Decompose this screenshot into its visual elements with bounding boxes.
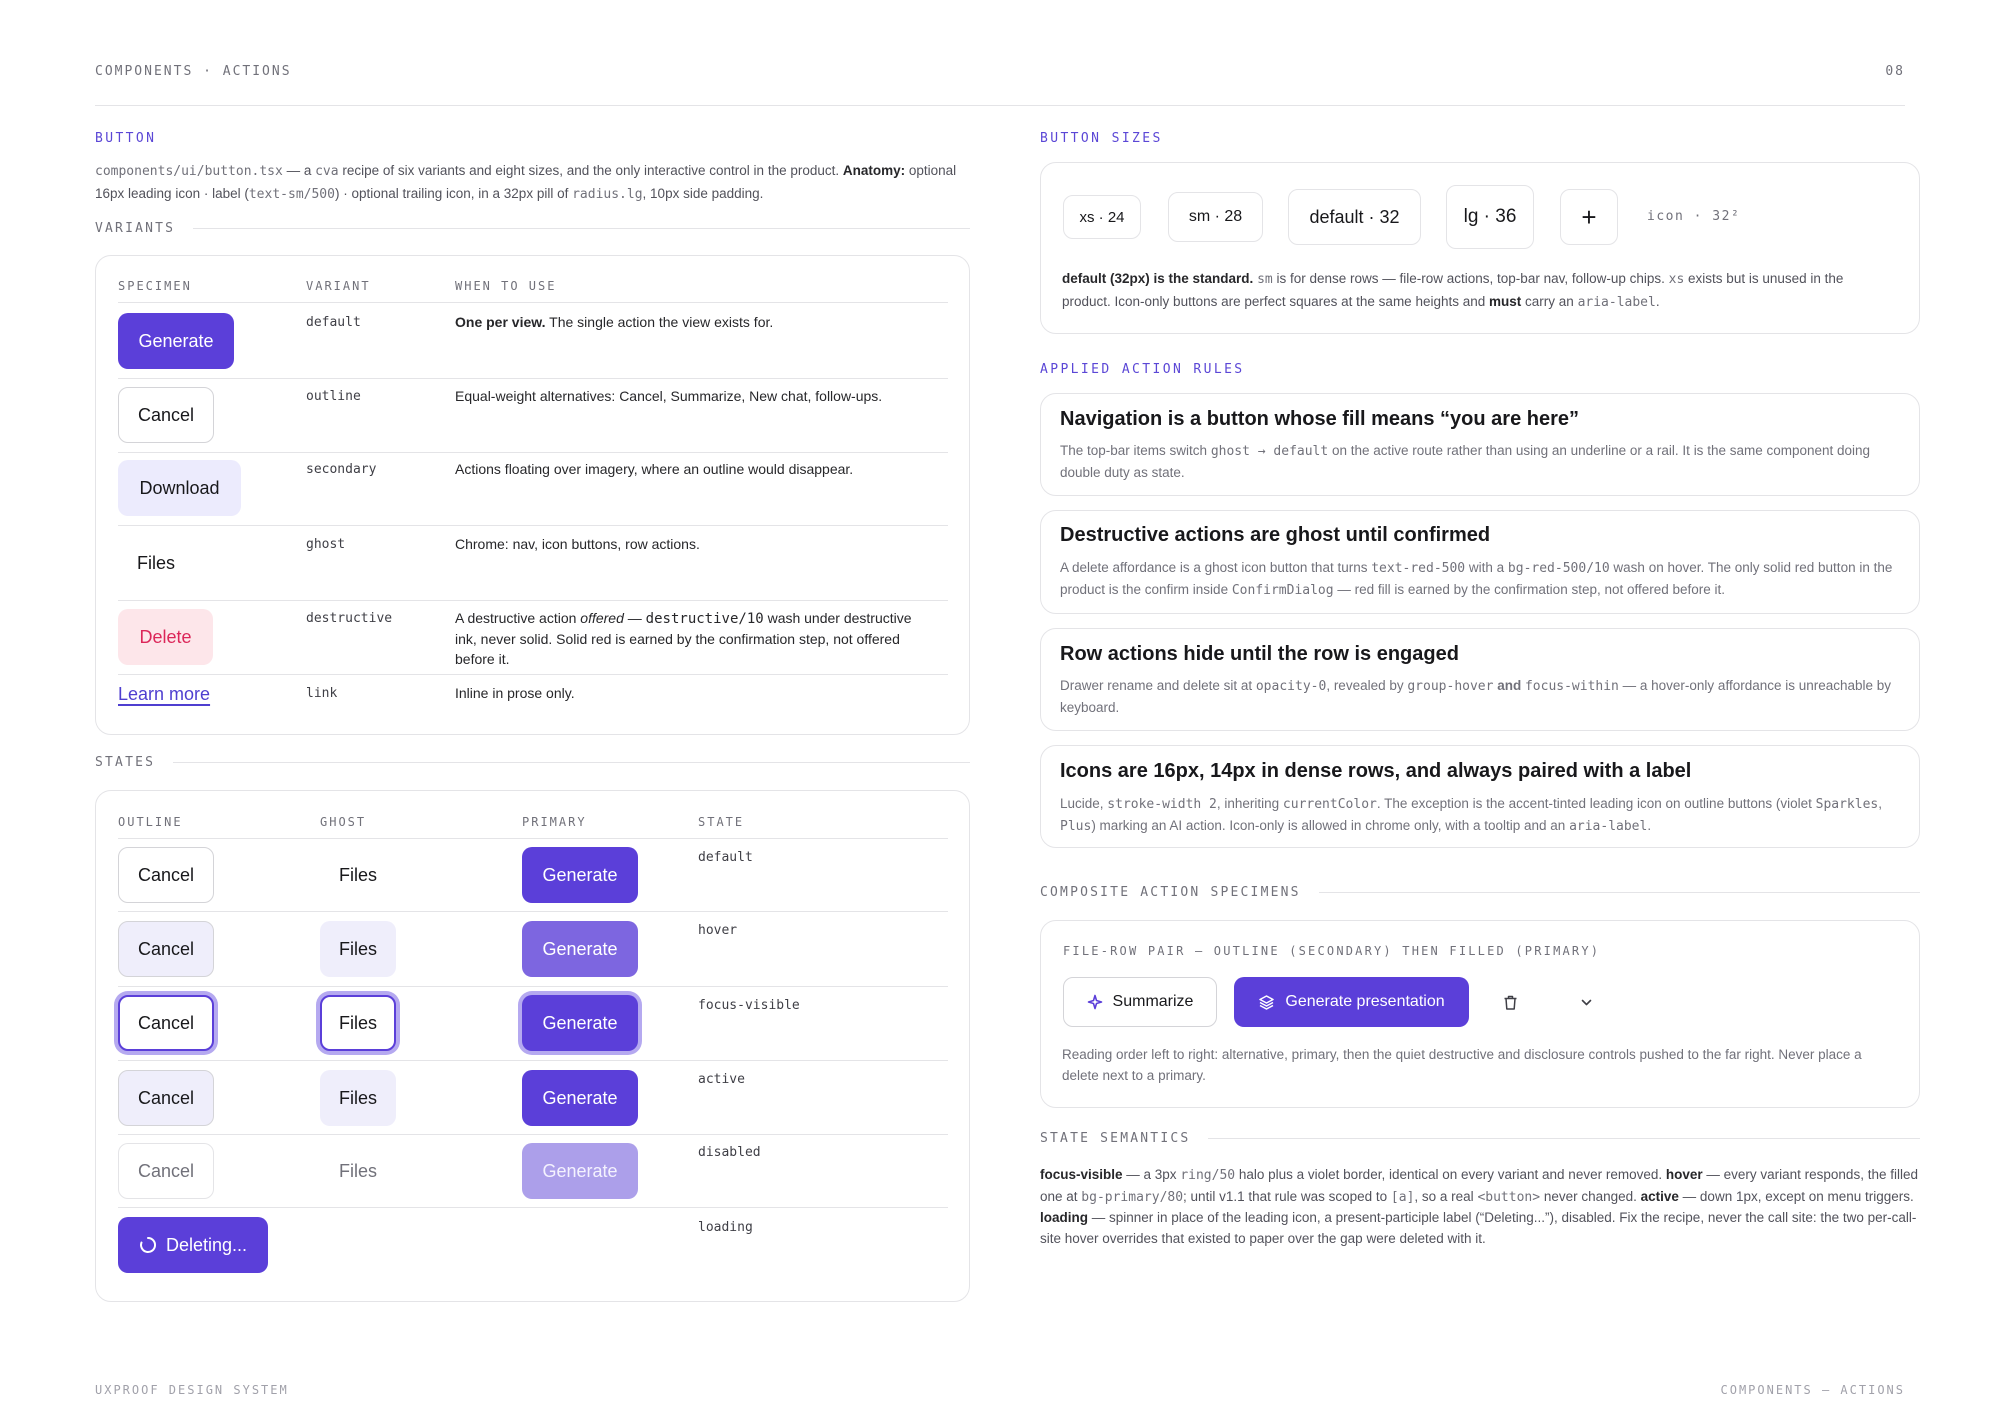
rule-description: The top-bar items switch ghost → default on the active route rather than using an underline or a rail. It is the same component doing double duty as state. — [1060, 443, 1871, 480]
footer-left: UXPROOF DESIGN SYSTEM — [95, 1383, 289, 1397]
ghost-hover-button[interactable]: Files — [320, 921, 396, 977]
loading-label: Deleting... — [165, 1234, 248, 1255]
semantics-subhead: STATE SEMANTICS — [1040, 1131, 1920, 1146]
state-name: default — [698, 850, 753, 865]
sizes-note: default (32px) is the standard. sm is for dense rows — file-row actions, top-bar nav, follow-up chips. xs exists but is unused in the product. Icon-only buttons are perfect squares at the same heights and must carry an aria-label. — [1062, 271, 1844, 310]
variant-name: link — [306, 686, 338, 701]
destructive-variant-button[interactable]: Delete — [118, 609, 213, 665]
outline-disabled-button[interactable]: Cancel — [118, 1143, 214, 1199]
col-when: WHEN TO USE — [455, 279, 557, 293]
button-intro: components/ui/button.tsx — a cva recipe of six variants and eight sizes, and the only interactive control in the product. Anatomy: optional 16px leading icon · label (text-sm/500) · optional trailing icon, in a 32px pill of radius.lg, 10px side padding. — [95, 163, 957, 202]
primary-focus-button[interactable]: Generate — [522, 995, 638, 1051]
primary-default-button[interactable]: Generate — [522, 847, 638, 903]
rule-title: Icons are 16px, 14px in dense rows, and always paired with a label — [1060, 760, 1692, 782]
outline-default-button[interactable]: Cancel — [118, 847, 214, 903]
variant-description: A destructive action offered — destructive/10 wash under destructive ink, never solid. Solid red is earned by the confirmation step, not offered before it. — [455, 610, 912, 667]
col-outline: OUTLINE — [118, 815, 183, 829]
rule-title: Navigation is a button whose fill means “you are here” — [1060, 408, 1580, 430]
page-footer — [95, 1383, 1905, 1397]
state-name: disabled — [698, 1145, 761, 1160]
outline-active-button[interactable]: Cancel — [118, 1070, 214, 1126]
variant-name: destructive — [306, 611, 393, 626]
footer-right: COMPONENTS — ACTIONS — [1720, 1383, 1905, 1397]
col-primary: PRIMARY — [522, 815, 587, 829]
state-semantics-text: focus-visible — a 3px ring/50 halo plus a violet border, identical on every variant and never removed. hover — every variant responds, the filled one at bg-primary/80; until v1.1 that rule was scoped to [a], so a real <button> never changed. active — down 1px, except on menu triggers. loading — spinner in place of the leading icon, a present-participle label (“Deleting...”), disabled. Fix the recipe, never the call site: the two per-call-site hover overrides that existed to paper over the gap were deleted with it. — [1040, 1167, 1918, 1246]
composite-subhead: COMPOSITE ACTION SPECIMENS — [1040, 885, 1920, 900]
rule-description: Drawer rename and delete sit at opacity-0, revealed by group-hover and focus-within — a hover-only affordance is unreachable by keyboard. — [1060, 678, 1892, 715]
generate-presentation-button[interactable]: Generate presentation — [1234, 977, 1469, 1027]
page-number: 08 — [1885, 64, 1905, 79]
primary-disabled-button[interactable]: Generate — [522, 1143, 638, 1199]
primary-active-button[interactable]: Generate — [522, 1070, 638, 1126]
variant-name: secondary — [306, 462, 377, 477]
plus-icon: + — [1581, 201, 1597, 232]
variant-description: Equal-weight alternatives: Cancel, Summarize, New chat, follow-ups. — [455, 388, 883, 404]
variant-description: Chrome: nav, icon buttons, row actions. — [455, 536, 700, 552]
variant-description: Actions floating over imagery, where an outline would disappear. — [455, 461, 854, 477]
link-variant-button[interactable]: Learn more — [118, 683, 211, 704]
col-state: STATE — [698, 815, 745, 829]
variant-name: default — [306, 315, 361, 330]
size-default-chip[interactable]: default · 32 — [1288, 189, 1421, 245]
spinner-icon — [139, 1236, 157, 1254]
trash-icon — [1502, 994, 1519, 1011]
states-subhead: STATES — [95, 755, 970, 770]
state-name: loading — [698, 1220, 753, 1235]
disclosure-button[interactable] — [1567, 983, 1605, 1021]
size-icon-chip[interactable] — [1560, 189, 1618, 245]
outline-hover-button[interactable]: Cancel — [118, 921, 214, 977]
state-name: hover — [698, 923, 738, 938]
ghost-disabled-button[interactable]: Files — [338, 1160, 377, 1181]
loading-button[interactable] — [118, 1217, 268, 1273]
chevron-down-icon — [1579, 995, 1594, 1010]
rules-eyebrow: APPLIED ACTION RULES — [1040, 362, 1245, 377]
size-sm-chip[interactable]: sm · 28 — [1168, 192, 1263, 242]
page-header — [95, 64, 1905, 106]
variants-subhead: VARIANTS — [95, 221, 970, 236]
ghost-default-button[interactable]: Files — [338, 864, 377, 885]
variant-name: outline — [306, 389, 361, 404]
col-ghost: GHOST — [320, 815, 367, 829]
ghost-active-button[interactable]: Files — [320, 1070, 396, 1126]
button-eyebrow: BUTTON — [95, 131, 157, 146]
col-variant: VARIANT — [306, 279, 371, 293]
ghost-variant-button[interactable]: Files — [136, 552, 175, 573]
outline-focus-button[interactable]: Cancel — [118, 995, 214, 1051]
default-variant-button[interactable]: Generate — [118, 313, 234, 369]
sparkles-icon — [1087, 994, 1103, 1010]
rule-description: A delete affordance is a ghost icon button that turns text-red-500 with a bg-red-500/10 wash on hover. The only solid red button in the product is the confirm inside ConfirmDialog — red fill is earned by the confirmation step, not offered before it. — [1060, 560, 1893, 598]
variant-description: Inline in prose only. — [455, 685, 575, 701]
variant-name: ghost — [306, 537, 346, 552]
ghost-focus-button[interactable]: Files — [320, 995, 396, 1051]
outline-variant-button[interactable]: Cancel — [118, 387, 214, 443]
secondary-variant-button[interactable]: Download — [118, 460, 241, 516]
rule-description: Lucide, stroke-width 2, inheriting currentColor. The exception is the accent-tinted leading icon on outline buttons (violet Sparkles, Plus) marking an AI action. Icon-only is allowed in chrome only, with a tooltip and an aria-label. — [1060, 796, 1883, 834]
size-lg-chip[interactable]: lg · 36 — [1446, 185, 1534, 249]
sizes-eyebrow: BUTTON SIZES — [1040, 131, 1163, 146]
size-xs-chip[interactable]: xs · 24 — [1063, 195, 1141, 239]
layers-icon — [1258, 994, 1275, 1011]
rule-title: Destructive actions are ghost until confirmed — [1060, 524, 1491, 546]
composite-caption: FILE-ROW PAIR — OUTLINE (SECONDARY) THEN FILLED (PRIMARY) — [1063, 944, 1601, 958]
state-name: active — [698, 1072, 745, 1087]
icon-size-label: icon · 32² — [1647, 209, 1741, 224]
delete-icon-button[interactable] — [1491, 983, 1529, 1021]
summarize-button[interactable]: Summarize — [1063, 977, 1217, 1027]
col-specimen: SPECIMEN — [118, 279, 192, 293]
rule-title: Row actions hide until the row is engaged — [1060, 643, 1459, 665]
composite-note: Reading order left to right: alternative, primary, then the quiet destructive and disclosure controls pushed to the far right. Never place a delete next to a primary. — [1062, 1047, 1862, 1083]
state-name: focus-visible — [698, 998, 800, 1013]
section-title: COMPONENTS · ACTIONS — [95, 64, 292, 79]
variant-description: One per view. The single action the view exists for. — [455, 314, 774, 330]
primary-hover-button[interactable]: Generate — [522, 921, 638, 977]
